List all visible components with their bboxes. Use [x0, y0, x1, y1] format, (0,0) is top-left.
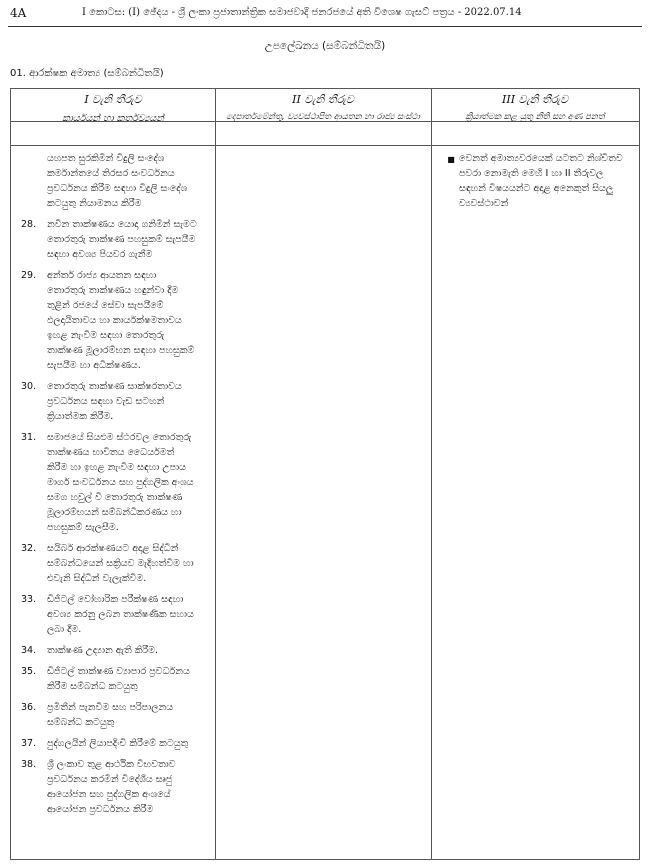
header-rule [8, 26, 642, 27]
function-item: 28. නවීන තාක්ෂණය යොදා ගනිමින් සැමට තොරතුරු තාක්ෂණ පහසුකම් සැපයීම සඳහා අවශ්‍ය පියවර ගැනීම [21, 219, 197, 260]
column-1-subtitle: කාර්යයන් හා කර්තව්‍යයන් [62, 113, 164, 124]
function-item: යහපත සුරකිමින් විදුලි සංදේශ කර්මාන්තයේ තිරසර සංවර්ධනය ප්‍රවර්ධනය කිරීම සඳහා විදුලි සංදේශ කටයුතු නියාමනය කිරීම [47, 153, 188, 209]
column-divider [431, 89, 432, 859]
function-item: 38. ශ්‍රී ලංකාව තුළ ආර්ථික විභවතාව ප්‍රවර්ධනය කරමින් විදේශීය සෘජු ආයෝජන සහ පුද්ගලික අංශයේ ආයෝජන ප්‍රවර්ධනය කිරීම [21, 759, 176, 815]
function-item: 35. ඩිජිටල් තාක්ෂණ ව්‍යාපාර ප්‍රවර්ධනය කිරීම සම්බන්ධ කටයුතු [21, 666, 190, 692]
page-header [8, 2, 642, 24]
function-item: 34. තාක්ෂණ උද්‍යාන ඇති කිරීම. [21, 645, 159, 656]
running-title: I කොටස: (I) ඡේදය - ශ්‍රී ලංකා ප්‍රජාතාන්ත්‍රික සමාජවාදී ජනරජයේ අති විශෙෂ ගැසට් පත්‍රය - 2022.07.14 [82, 7, 522, 18]
function-item: 32. සයිබර් ආරක්ෂණයට අදාළ සිද්ධීන් සම්බන්ධයෙන් සක්‍රියව මැදිහත්වීම හා එවැනි සිද්ධීන් වැලැක්වීම. [21, 543, 194, 584]
column-header-1 [11, 93, 215, 125]
law-text: වෙනත් අමාත්‍යවරයෙක් යටතට නිශ්චිතව පවරා නොමැති මෙහි I හා II තීරුවල සඳහන් විෂයයන්ට අදාළ අනෙකුත් සියලු ව්‍යවස්ථාවන් [459, 153, 623, 209]
column-2-subtitle: දෙපාර්තමේන්තු, ව්‍යවස්ථාපිත ආයතන හා රාජ්‍ය සංස්ථා [226, 112, 420, 122]
page-number: 4A [10, 6, 27, 20]
function-item: 37. පුද්ගලයින් ලියාපදිංචි කිරීමේ කටයුතු [21, 738, 189, 749]
column-1-number: I වැනි තීරුව [84, 93, 142, 106]
header-bottom-divider [11, 145, 639, 146]
function-item: 29. අන්තර් රාජ්‍ය ආයතන සඳහා තොරතුරු තාක්ෂණය හඳුන්වා දීම තුළින් රජයේ සේවා සැපයීමේ ඵලදායිතාවය හා කාර්යක්ෂමතාවය ඉහළ නැංවීම සඳහා තොරතුරු තාක්ෂණ මූලාරම්භන සඳහා පහසුකම් සැපයීම හා අධීක්ෂණය. [21, 270, 195, 371]
column-header-3 [431, 93, 639, 123]
column-3-number: III වැනි තීරුව [502, 93, 568, 106]
column-2-number: II වැනි තීරුව [292, 93, 354, 106]
column-header-2 [215, 93, 431, 123]
functions-list [11, 151, 214, 823]
law-item [443, 151, 633, 211]
document-title: උපලේඛනය (සම්බන්ධිතයි) [264, 40, 386, 52]
square-bullet-icon: ■ [447, 155, 455, 164]
function-item: 36. ප්‍රමිතීන් පැනවීම සහ පරිපාලනය සම්බන්ධ කටයුතු [21, 702, 174, 728]
function-item: 30. තොරතුරු තාක්ෂණ සාක්ෂරතාවය ප්‍රවර්ධනය සඳහා වැඩ සටහන් ක්‍රියාත්මක කිරීම. [21, 381, 182, 422]
function-item: 33. ඩිජිටල් ‍වෝහාරික පරීක්ෂණ සඳහා අවශ්‍ය කරනු ලබන තාක්ෂණික සහාය ලබා දීම. [21, 594, 194, 635]
schedule-table [10, 88, 640, 860]
section-title: 01. ආරක්ෂක අමාත්‍ය (සම්බන්ධිතයි) [10, 68, 164, 79]
function-item: 31. සමාජයේ සියළුම ස්ථරවල තොරතුරු තාක්ෂණය භාවිතය ධෛර්යමත් කිරීම හා ඉහළ නැංවීම සඳහා උපාය මාර්ග සංවර්ධනය සහ පුද්ගලික අංශය සමග හවුල් වී තොරතුරු තාක්ෂණ මූලාරම්භයන් සම්බන්ධීකරණය හා පහසුකම් සැලසීම. [21, 432, 194, 533]
column-3-subtitle: ක්‍රියාත්මක කළ යුතු නීති සහ අණ පනත් [465, 112, 605, 122]
column-divider [215, 89, 216, 859]
